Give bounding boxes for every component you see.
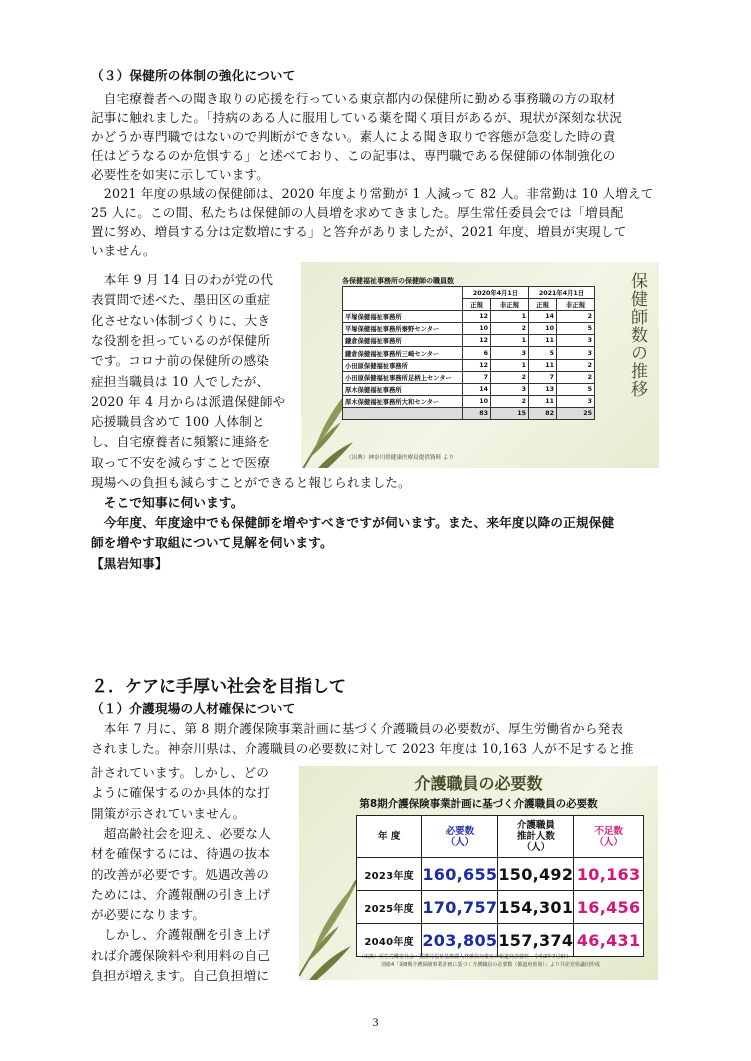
count-cell: 2 <box>490 323 528 335</box>
page-number: 3 <box>372 1015 379 1029</box>
paragraph-line: 化させない体制づくりに、大き <box>91 312 271 328</box>
figure-source-line: （出典）厚生労働省社会・援護局福祉基盤課人材確保対策室の報道発表資料 令和3年7月9日 <box>359 954 569 960</box>
table-subheader: 正規 <box>528 299 556 311</box>
office-name-cell: 小田原保健福祉事務所 <box>343 359 463 371</box>
paragraph-line: 今年度、年度途中でも保健師を増やすべきですが伺います。また、来年度以降の正規保健 <box>91 515 615 530</box>
answer-label: 【黒岩知事】 <box>91 556 168 571</box>
table-header-shortage: 不足数 （人） <box>574 816 644 858</box>
paragraph-line: かどうか専門職ではないので判断ができない。素人による聞き取りで容態が急変した時の責 <box>91 128 616 144</box>
table-header-estimate: 介護職員 推計人数 （人） <box>498 816 574 858</box>
table-row <box>357 858 644 891</box>
paragraph-line: 超高齢社会を迎え、必要な人 <box>91 825 271 841</box>
estimate-cell: 150,492 <box>498 858 574 891</box>
need-cell: 170,757 <box>422 891 498 924</box>
shortage-cell: 46,431 <box>574 924 644 957</box>
shortage-cell: 16,456 <box>574 891 644 924</box>
paragraph-line: 症担当職員は 10 人でしたが、 <box>91 373 270 389</box>
paragraph-line: 25 人に。この間、私たちは保健師の人員増を求めてきました。厚生常任委員会では「増員配 <box>91 204 624 220</box>
table-header-year: 年 度 <box>357 816 422 858</box>
figure-side-title: 保健師数の推移 <box>627 272 647 398</box>
table-header-empty <box>343 287 463 311</box>
chapter-heading: ２．ケアに手厚い社会を目指して <box>91 677 346 697</box>
office-name-cell: 平塚保健福祉事務所 <box>343 311 463 323</box>
table-header-year: 2021年4月1日 <box>528 287 594 299</box>
paragraph-line: 任はどうなるのか危惧する」と述べており、この記事は、専門職である保健師の体制強化の <box>91 147 616 163</box>
section-heading: （１）介護現場の人材確保について <box>91 701 296 716</box>
count-cell: 1 <box>490 335 528 347</box>
table-subheader: 非正規 <box>556 299 594 311</box>
paragraph-line: 2021 年度の県域の保健師は、2020 年度より常勤が 1 人減って 82 人。非常勤は 10 人増えて <box>91 185 654 201</box>
paragraph-line: が必要になります。 <box>91 907 206 923</box>
office-name-cell: 小田原保健福祉事務所足柄上センター <box>343 371 463 383</box>
count-cell: 10 <box>463 395 491 407</box>
total-label-cell <box>343 407 463 419</box>
paragraph-line: しかし、介護報酬を引き上げ <box>91 927 271 943</box>
paragraph-line: 2020 年 4 月からは派遣保健師や <box>91 393 286 409</box>
paragraph-line: 材を確保するには、待遇の抜本 <box>91 846 271 862</box>
paragraph-line: し、自宅療養者に頻繁に連絡を <box>91 434 271 450</box>
paragraph-line: ためには、介護報酬の引き上げ <box>91 886 271 902</box>
section-heading: （３）保健所の体制の強化について <box>91 68 296 83</box>
figure-source: （出典）神奈川県健康医療局提供資料 より <box>346 455 455 461</box>
paragraph-line: 記事に触れました。「持病のある人に服用している薬を聞く項目があるが、現状が深刻な状況 <box>91 109 623 125</box>
count-cell: 7 <box>463 371 491 383</box>
count-cell: 13 <box>528 383 556 395</box>
count-cell: 5 <box>528 347 556 359</box>
paragraph-line: 応援職員含めて 100 人体制と <box>91 414 265 430</box>
count-cell: 5 <box>556 323 594 335</box>
count-cell: 5 <box>556 383 594 395</box>
office-name-cell: 平塚保健福祉事務所秦野センター <box>343 323 463 335</box>
figure-source <box>359 954 600 969</box>
count-cell: 11 <box>528 359 556 371</box>
count-cell: 11 <box>528 395 556 407</box>
table-body <box>343 311 595 420</box>
total-cell: 82 <box>528 407 556 419</box>
figure-source-line: 別紙4「第8期介護保険事業計画に基づく介護職員の必要数（都道府県別）」より共産党県議団作成 <box>381 961 600 968</box>
paragraph-line: いません。 <box>91 242 156 258</box>
paragraph-line: 必要性を如実に示しています。 <box>91 166 270 182</box>
count-cell: 2 <box>556 359 594 371</box>
table-subheader: 正規 <box>463 299 491 311</box>
total-cell: 83 <box>463 407 491 419</box>
table-row <box>343 347 595 359</box>
figure-health-nurse-count <box>301 262 659 468</box>
count-cell: 2 <box>556 311 594 323</box>
paragraph-line: 取って不安を減らすことで医療 <box>91 454 271 470</box>
paragraph-line: です。コロナ前の保健所の感染 <box>91 353 270 369</box>
nurse-table-wrapper <box>342 276 595 420</box>
year-cell: 2040年度 <box>357 924 422 957</box>
total-cell: 15 <box>490 407 528 419</box>
paragraph-line: 的改善が必要です。処遇改善の <box>91 866 270 882</box>
table-total-row <box>343 407 595 419</box>
table-row <box>357 924 644 957</box>
table-header-year: 2020年4月1日 <box>463 287 529 299</box>
count-cell: 10 <box>463 323 491 335</box>
year-cell: 2023年度 <box>357 858 422 891</box>
table-header-need: 必要数 （人） <box>422 816 498 858</box>
paragraph-line: な役割を担っているのが保健所 <box>91 332 271 348</box>
count-cell: 2 <box>556 371 594 383</box>
paragraph-line: 開策が示されていません。 <box>91 805 246 821</box>
paragraph-line: 師を増やす取組について見解を伺います。 <box>91 535 333 550</box>
table-row <box>343 395 595 407</box>
paragraph-line: れば介護保険料や利用料の自己 <box>91 947 271 963</box>
count-cell: 6 <box>463 347 491 359</box>
office-name-cell: 厚木保健福祉事務所大和センター <box>343 395 463 407</box>
count-cell: 12 <box>463 311 491 323</box>
table-row <box>343 311 595 323</box>
paragraph-line: 自宅療養者への聞き取りの応援を行っている東京都内の保健所に勤める事務職の方の取材 <box>91 91 616 106</box>
count-cell: 10 <box>528 323 556 335</box>
care-worker-table <box>356 815 644 957</box>
shortage-cell: 10,163 <box>574 858 644 891</box>
table-row <box>357 891 644 924</box>
paragraph-line: 表質問で述べた、墨田区の重症 <box>91 292 271 308</box>
paragraph-line: 計されています。しかし、どの <box>91 765 270 780</box>
total-cell: 25 <box>556 407 594 419</box>
count-cell: 11 <box>528 335 556 347</box>
paragraph-line: 負担が増えます。自己負担増に <box>91 968 270 983</box>
count-cell: 7 <box>528 371 556 383</box>
figure-care-worker-need <box>299 766 658 980</box>
table-row <box>343 383 595 395</box>
office-name-cell: 厚木保健福祉事務所 <box>343 383 463 395</box>
need-cell: 160,655 <box>422 858 498 891</box>
table-body <box>357 858 644 957</box>
count-cell: 3 <box>556 395 594 407</box>
table-row <box>343 371 595 383</box>
count-cell: 12 <box>463 359 491 371</box>
count-cell: 3 <box>556 335 594 347</box>
paragraph-line: されました。神奈川県は、介護職員の必要数に対して 2023 年度は 10,163 人が不足すると推 <box>91 741 634 756</box>
office-name-cell: 鎌倉保健福祉事務所三崎センター <box>343 347 463 359</box>
count-cell: 1 <box>490 359 528 371</box>
year-cell: 2025年度 <box>357 891 422 924</box>
count-cell: 3 <box>490 347 528 359</box>
paragraph-line: そこで知事に伺います。 <box>91 495 244 510</box>
table-row <box>343 335 595 347</box>
count-cell: 2 <box>490 371 528 383</box>
count-cell: 3 <box>490 383 528 395</box>
count-cell: 14 <box>463 383 491 395</box>
paragraph-line: 本年 9 月 14 日のわが党の代 <box>91 272 274 287</box>
count-cell: 2 <box>490 395 528 407</box>
figure-title: 介護職員の必要数 <box>414 774 543 793</box>
paragraph-line: ように確保するのか具体的な打 <box>91 785 271 801</box>
count-cell: 3 <box>556 347 594 359</box>
paragraph-line: 本年 7 月に、第 8 期介護保険事業計画に基づく介護職員の必要数が、厚生労働省から発表 <box>91 721 624 736</box>
need-cell: 203,805 <box>422 924 498 957</box>
table-row <box>343 323 595 335</box>
paragraph-line: 置に努め、増員する分は定数増にする」と答弁がありましたが、2021 年度、増員が実現して <box>91 223 627 239</box>
table-row <box>343 359 595 371</box>
paragraph-line: 現場への負担も減らすことができると報じられました。 <box>91 475 411 490</box>
nurse-count-table <box>342 286 595 420</box>
table-title: 各保健福祉事務所の保健師の職員数 <box>342 277 454 285</box>
estimate-cell: 154,301 <box>498 891 574 924</box>
figure-subtitle: 第8期介護保険事業計画に基づく介護職員の必要数 <box>359 798 598 810</box>
table-subheader: 非正規 <box>490 299 528 311</box>
count-cell: 1 <box>490 311 528 323</box>
estimate-cell: 157,374 <box>498 924 574 957</box>
count-cell: 12 <box>463 335 491 347</box>
office-name-cell: 鎌倉保健福祉事務所 <box>343 335 463 347</box>
count-cell: 14 <box>528 311 556 323</box>
